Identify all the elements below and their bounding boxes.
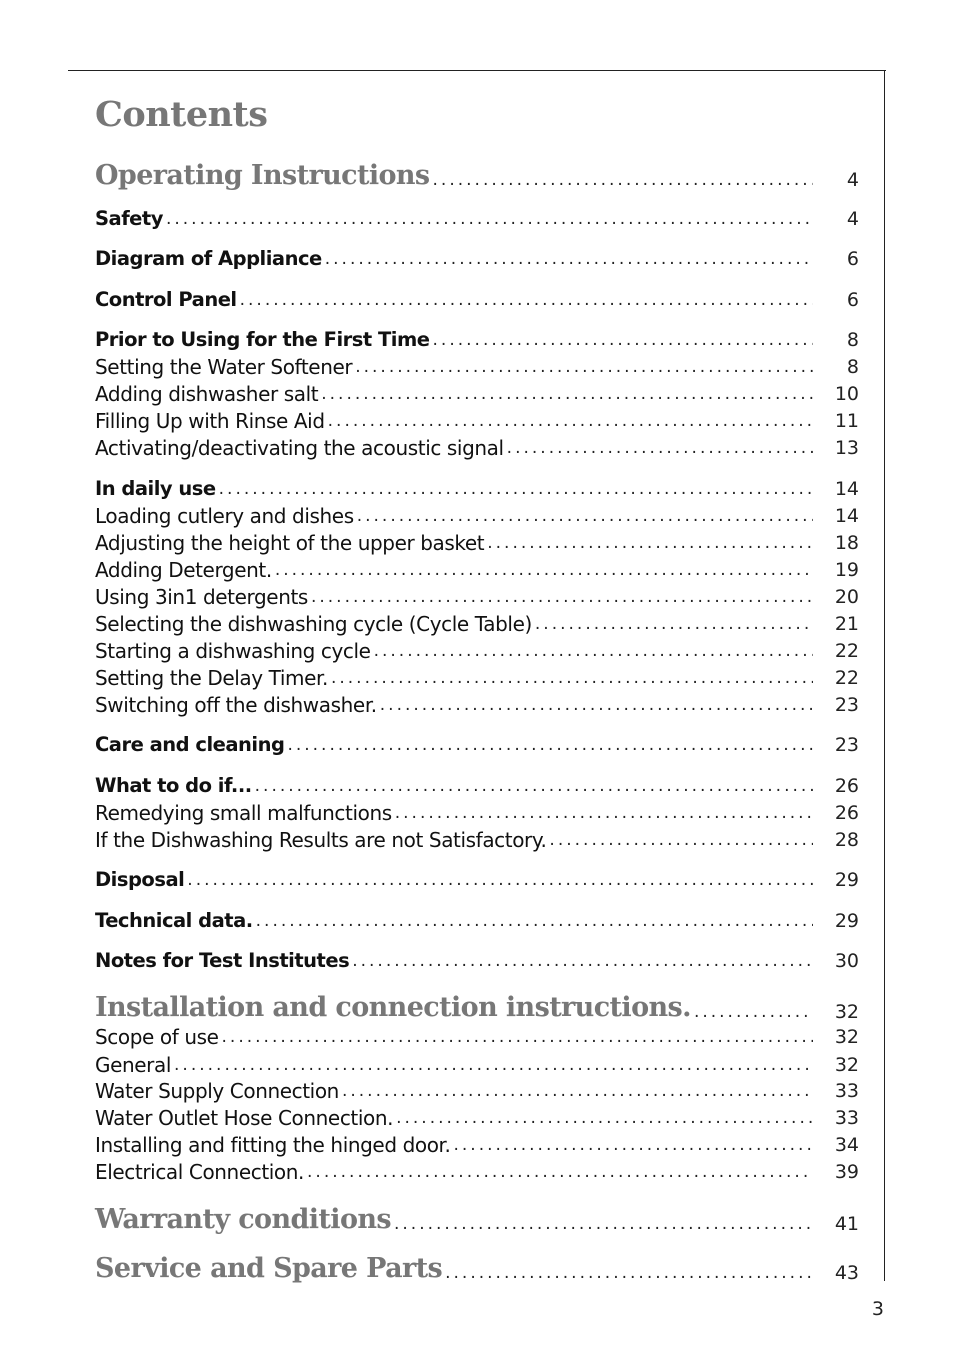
dot-leader [430, 330, 813, 352]
toc-entry[interactable] [95, 556, 859, 582]
toc-entry[interactable] [95, 610, 859, 636]
toc-entry[interactable] [95, 907, 859, 933]
toc-entry-page: 21 [834, 613, 859, 635]
toc-entry-page: 29 [834, 910, 859, 932]
toc-entry-page: 33 [834, 1107, 859, 1129]
toc-entry[interactable] [95, 772, 859, 798]
dot-leader [349, 951, 813, 973]
toc-entry-label: Electrical Connection. [95, 1160, 305, 1184]
dot-leader [328, 668, 813, 690]
toc-entry[interactable] [95, 1131, 859, 1157]
toc-entry-label: Water Supply Connection [95, 1079, 339, 1103]
toc-entry-page: 19 [834, 559, 859, 581]
toc-entry-page: 6 [846, 248, 859, 270]
toc-entry[interactable] [95, 583, 859, 609]
toc-entry[interactable] [95, 158, 859, 192]
toc-entry-page: 39 [834, 1161, 859, 1183]
dot-leader [532, 614, 813, 636]
toc-entry-page: 32 [834, 1001, 859, 1023]
toc-entry-page: 34 [834, 1134, 859, 1156]
dot-leader [184, 870, 813, 892]
toc-entry-page: 6 [846, 289, 859, 311]
toc-entry-page: 13 [834, 437, 859, 459]
toc-entry-label: Installing and fitting the hinged door. [95, 1133, 451, 1157]
toc-entry[interactable] [95, 799, 859, 825]
toc-entry-page: 22 [834, 640, 859, 662]
toc-entry-label: General [95, 1053, 172, 1077]
toc-entry-label: In daily use [95, 477, 216, 500]
toc-entry-page: 18 [834, 532, 859, 554]
toc-entry-page: 32 [834, 1026, 859, 1048]
toc-entry[interactable] [95, 664, 859, 690]
toc-entry-label: Adding Detergent. [95, 558, 272, 582]
dot-leader [318, 384, 813, 406]
right-rule [884, 70, 885, 1281]
page-number: 3 [871, 1298, 884, 1320]
dot-leader [484, 533, 813, 555]
dot-leader [393, 1108, 813, 1130]
dot-leader [308, 587, 813, 609]
dot-leader [339, 1081, 813, 1103]
toc-entry-page: 23 [834, 734, 859, 756]
toc-entry-label: Filling Up with Rinse Aid [95, 409, 325, 433]
toc-entry-label: Water Outlet Hose Connection. [95, 1106, 394, 1130]
toc-entry[interactable] [95, 245, 859, 271]
dot-leader [352, 357, 813, 379]
toc-entry[interactable] [95, 1251, 859, 1285]
dot-leader [304, 1162, 813, 1184]
toc-entry[interactable] [95, 205, 859, 231]
toc-entry[interactable] [95, 380, 859, 406]
toc-entry-label: Prior to Using for the First Time [95, 328, 430, 351]
toc-entry[interactable] [95, 1104, 859, 1130]
dot-leader [216, 479, 813, 501]
toc-entry-label: Loading cutlery and dishes [95, 504, 354, 528]
dot-leader [163, 209, 813, 231]
toc-entry[interactable] [95, 637, 859, 663]
dot-leader [252, 776, 813, 798]
toc-entry-page: 43 [834, 1262, 859, 1284]
dot-leader [546, 830, 813, 852]
page-title: Contents [95, 94, 268, 135]
toc-entry[interactable] [95, 353, 859, 379]
dot-leader [391, 1214, 813, 1236]
toc-entry[interactable] [95, 1158, 859, 1184]
toc-entry[interactable] [95, 475, 859, 501]
toc-entry[interactable] [95, 434, 859, 460]
toc-entry[interactable] [95, 1077, 859, 1103]
dot-leader [691, 1002, 813, 1024]
toc-entry-page: 20 [834, 586, 859, 608]
toc-entry[interactable] [95, 407, 859, 433]
toc-entry-label: Adding dishwasher salt [95, 382, 319, 406]
toc-entry[interactable] [95, 866, 859, 892]
toc-entry-page: 30 [834, 950, 859, 972]
toc-entry-page: 32 [834, 1054, 859, 1076]
dot-leader [322, 249, 813, 271]
toc-entry-label: Switching off the dishwasher. [95, 693, 377, 717]
toc-entry-page: 23 [834, 694, 859, 716]
toc-entry-label: Setting the Delay Timer. [95, 666, 328, 690]
toc-entry[interactable] [95, 1051, 859, 1077]
dot-leader [237, 290, 813, 312]
toc-entry-label: Activating/deactivating the acoustic signal [95, 436, 504, 460]
toc-entry-label: Installation and connection instructions. [95, 992, 691, 1023]
toc-entry-page: 41 [834, 1213, 859, 1235]
toc-entry[interactable] [95, 529, 859, 555]
toc-entry-label: Service and Spare Parts [95, 1253, 443, 1284]
dot-leader [442, 1263, 813, 1285]
dot-leader [171, 1055, 813, 1077]
toc-entry-label: Adjusting the height of the upper basket [95, 531, 485, 555]
toc-entry-page: 26 [834, 775, 859, 797]
toc-entry[interactable] [95, 947, 859, 973]
dot-leader [284, 735, 813, 757]
toc-entry[interactable] [95, 1023, 859, 1049]
toc-entry-page: 33 [834, 1080, 859, 1102]
toc-entry-label: Operating Instructions [95, 160, 430, 191]
dot-leader [451, 1135, 814, 1157]
toc-entry[interactable] [95, 286, 859, 312]
toc-entry-page: 26 [834, 802, 859, 824]
toc-entry-page: 8 [846, 356, 859, 378]
toc-entry-page: 10 [834, 383, 859, 405]
dot-leader [272, 560, 813, 582]
dot-leader [354, 506, 813, 528]
toc-entry[interactable] [95, 731, 859, 757]
toc-entry[interactable] [95, 990, 859, 1024]
toc-entry-label: If the Dishwashing Results are not Satisfactory. [95, 828, 547, 852]
toc-entry-page: 22 [834, 667, 859, 689]
toc-entry[interactable] [95, 826, 859, 852]
toc-entry-label: Warranty conditions [95, 1204, 391, 1235]
dot-leader [430, 170, 813, 192]
toc-entry-label: Technical data. [95, 909, 253, 932]
toc-entry[interactable] [95, 691, 859, 717]
toc-entry-page: 4 [846, 208, 859, 230]
dot-leader [392, 803, 813, 825]
toc-entry-label: Safety [95, 207, 163, 230]
dot-leader [504, 438, 813, 460]
toc-entry-label: Care and cleaning [95, 733, 285, 756]
toc-entry-label: Notes for Test Institutes [95, 949, 350, 972]
toc-entry-label: Scope of use [95, 1025, 219, 1049]
toc-entry-label: Diagram of Appliance [95, 247, 322, 270]
dot-leader [253, 911, 813, 933]
dot-leader [377, 695, 813, 717]
toc-entry-page: 14 [834, 478, 859, 500]
top-rule [68, 70, 886, 71]
toc-entry-page: 28 [834, 829, 859, 851]
toc-entry-label: Setting the Water Softener [95, 355, 353, 379]
toc-entry-label: Disposal [95, 868, 185, 891]
dot-leader [325, 411, 813, 433]
toc-entry-label: Control Panel [95, 288, 237, 311]
toc-entry-label: What to do if... [95, 774, 252, 797]
dot-leader [219, 1027, 813, 1049]
toc-entry-page: 4 [846, 169, 859, 191]
toc-entry-label: Selecting the dishwashing cycle (Cycle Table) [95, 612, 532, 636]
toc-entry[interactable] [95, 502, 859, 528]
dot-leader [371, 641, 813, 663]
toc-entry[interactable] [95, 1202, 859, 1236]
toc-entry-label: Using 3in1 detergents [95, 585, 308, 609]
toc-entry-page: 14 [834, 505, 859, 527]
toc-entry-page: 29 [834, 869, 859, 891]
toc-entry-page: 8 [846, 329, 859, 351]
toc-entry-label: Remedying small malfunctions [95, 801, 392, 825]
toc-entry-page: 11 [834, 410, 859, 432]
toc-entry-label: Starting a dishwashing cycle [95, 639, 371, 663]
toc-entry[interactable] [95, 326, 859, 352]
